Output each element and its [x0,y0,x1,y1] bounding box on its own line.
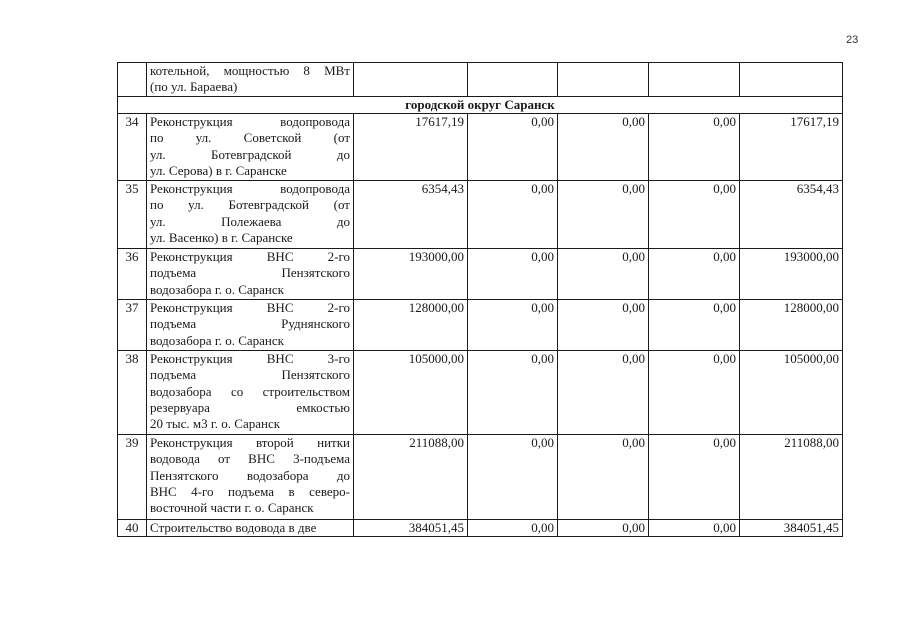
cell-value [740,63,843,97]
cell-value [468,63,558,97]
table-body [118,63,843,537]
name-line: ул. Ботевградской до [150,146,350,162]
cell-value: 128000,00 [354,300,468,351]
page-number: 23 [846,34,859,46]
name-line: подъема Руднянского [150,316,350,332]
cell-value: 0,00 [558,249,649,300]
table-row [118,114,843,181]
name-line: по ул. Советской (от [150,130,350,146]
cell-value: 6354,43 [740,181,843,249]
cell-value: 211088,00 [354,435,468,520]
section-header-row [118,97,843,114]
cell-name [147,351,354,435]
cell-value: 193000,00 [740,249,843,300]
cell-value: 105000,00 [740,351,843,435]
cell-num: 36 [118,249,147,300]
cell-value: 0,00 [468,435,558,520]
cell-value [558,63,649,97]
cell-value: 384051,45 [740,520,843,537]
cell-value: 0,00 [649,520,740,537]
cell-name [147,114,354,181]
cell-value: 193000,00 [354,249,468,300]
cell-num: 39 [118,435,147,520]
cell-num: 35 [118,181,147,249]
cell-value: 0,00 [468,520,558,537]
cell-value: 0,00 [558,520,649,537]
name-line: Реконструкция водопровода [150,181,350,197]
name-line: Реконструкция ВНС 3-го [150,351,350,367]
cell-num: 37 [118,300,147,351]
cell-value: 0,00 [649,300,740,351]
cell-num: 40 [118,520,147,537]
table-row [118,300,843,351]
cell-value: 0,00 [558,181,649,249]
name-line: ВНС 4-го подъема в северо- [150,483,350,499]
cell-name [147,249,354,300]
cell-value: 128000,00 [740,300,843,351]
table-row [118,351,843,435]
table-row [118,249,843,300]
cell-value: 0,00 [468,351,558,435]
cell-value: 0,00 [558,351,649,435]
cell-value: 105000,00 [354,351,468,435]
section-title: городской округ Саранск [118,97,843,114]
name-line: водовода от ВНС 3-подъема [150,451,350,467]
name-line: (по ул. Бараева) [150,79,238,95]
name-line: ул. Полежаева до [150,213,350,229]
table-row [118,181,843,249]
budget-table [117,62,843,537]
cell-value: 0,00 [649,351,740,435]
cell-value: 17617,19 [740,114,843,181]
cell-value: 0,00 [468,249,558,300]
cell-value: 0,00 [649,435,740,520]
name-line: ул. Васенко) в г. Саранске [150,229,293,245]
cell-name [147,63,354,97]
cell-value: 0,00 [468,114,558,181]
cell-num: 38 [118,351,147,435]
cell-value: 0,00 [558,300,649,351]
name-line: резервуара емкостью [150,399,350,415]
name-line: подъема Пензятского [150,367,350,383]
cell-value: 0,00 [468,300,558,351]
cell-value: 0,00 [649,114,740,181]
name-line: Реконструкция водопровода [150,114,350,130]
name-line: Реконструкция ВНС 2-го [150,249,350,265]
cell-name [147,435,354,520]
table-row [118,435,843,520]
cell-value: 0,00 [468,181,558,249]
name-line: Строительство водовода в две [150,520,317,536]
name-line: котельной, мощностью 8 МВт [150,63,350,78]
name-line: водозабора г. о. Саранск [150,332,284,348]
cell-num: 34 [118,114,147,181]
name-line: Реконструкция второй нитки [150,435,350,451]
table-row [118,520,843,537]
cell-value: 0,00 [649,249,740,300]
table-row-continuation [118,63,843,97]
cell-value: 0,00 [649,181,740,249]
name-line: по ул. Ботевградской (от [150,197,350,213]
cell-value: 384051,45 [354,520,468,537]
cell-value: 211088,00 [740,435,843,520]
name-line: подъема Пензятского [150,265,350,281]
cell-name [147,181,354,249]
name-line: восточной части г. о. Саранск [150,500,314,516]
name-line: Пензятского водозабора до [150,467,350,483]
cell-name [147,300,354,351]
name-line: 20 тыс. м3 г. о. Саранск [150,416,281,432]
cell-num [118,63,147,97]
cell-value [649,63,740,97]
cell-value: 6354,43 [354,181,468,249]
cell-value: 0,00 [558,114,649,181]
cell-value: 17617,19 [354,114,468,181]
name-line: водозабора со строительством [150,383,350,399]
cell-name [147,520,354,537]
cell-value: 0,00 [558,435,649,520]
name-line: водозабора г. о. Саранск [150,281,284,297]
name-line: Реконструкция ВНС 2-го [150,300,350,316]
name-line: ул. Серова) в г. Саранске [150,162,287,178]
cell-value [354,63,468,97]
